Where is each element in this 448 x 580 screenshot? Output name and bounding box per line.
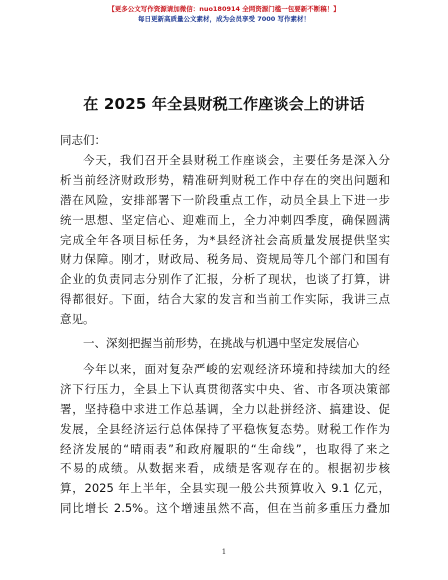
paragraph-line: 今年以来，面对复杂严峻的宏观经济环境和持续加大的经 xyxy=(83,362,390,377)
paragraph-line: 不易的成绩。从数据来看，成绩是客观存在的。根据初步核 xyxy=(60,461,390,476)
paragraph-line: 统一思想、坚定信心、迎难而上，全力冲刺四季度，确保圆满 xyxy=(60,212,390,227)
greeting: 同志们： xyxy=(60,133,106,147)
paragraph-line: 完成全年各项目标任务，为*县经济社会高质量发展提供坚实 xyxy=(60,232,390,247)
document-title: 在 2025 年全县财税工作座谈会上的讲话 xyxy=(83,95,365,113)
paragraph-line: 今天，我们召开全县财税工作座谈会，主要任务是深入分 xyxy=(83,153,390,167)
paragraph-line: 财力保障。刚才，财政局、税务局、资规局等几个部门和国有 xyxy=(60,252,390,267)
paragraph-line: 企业的负责同志分别作了汇报，分析了现状，也谈了打算，讲 xyxy=(60,272,390,287)
paragraph-line: 析当前经济财政形势，精准研判财税工作中存在的突出问题和 xyxy=(60,172,390,187)
paragraph-line: 意见。 xyxy=(60,312,95,327)
document-body xyxy=(60,151,390,519)
paragraph-2 xyxy=(60,360,390,519)
paragraph-line: 经济发展的“晴雨表”和政府履职的“生命线”，也取得了来之 xyxy=(60,441,390,456)
paragraph-line: 潜在风险，安排部署下一阶段重点工作，动员全县上下进一步 xyxy=(60,192,390,207)
paragraph-line: 发展，全县经济运行总体保持了平稳恢复态势。财税工作作为 xyxy=(60,421,390,436)
page-number: 1 xyxy=(221,548,227,556)
promo-banner-line1: 【更多公文写作资源请加微信：nuo180914 全网资源门槛一包要新不断稿！】 xyxy=(108,5,340,13)
paragraph-line: 署，坚持稳中求进工作总基调，全力以赴拼经济、搞建设、促 xyxy=(60,401,390,416)
paragraph-line: 算，2025 年上半年，全县实现一般公共预算收入 9.1 亿元， xyxy=(60,481,390,496)
paragraph-line: 济下行压力，全县上下认真贯彻落实中央、省、市各项决策部 xyxy=(60,381,390,396)
paragraph-line: 同比增长 2.5%。这个增速虽然不高，但在当前多重压力叠加 xyxy=(60,501,390,516)
paragraph-1 xyxy=(60,151,390,330)
promo-banner xyxy=(0,4,448,24)
paragraph-line: 得都很好。下面，结合大家的发言和当前工作实际，我讲三点 xyxy=(60,292,390,307)
section-heading-1: 一、深刻把握当前形势，在挑战与机遇中坚定发展信心 xyxy=(83,336,359,351)
promo-banner-line2: 每日更新高质量公文素材，成为会员享受 7000 写作素材！ xyxy=(137,15,311,23)
